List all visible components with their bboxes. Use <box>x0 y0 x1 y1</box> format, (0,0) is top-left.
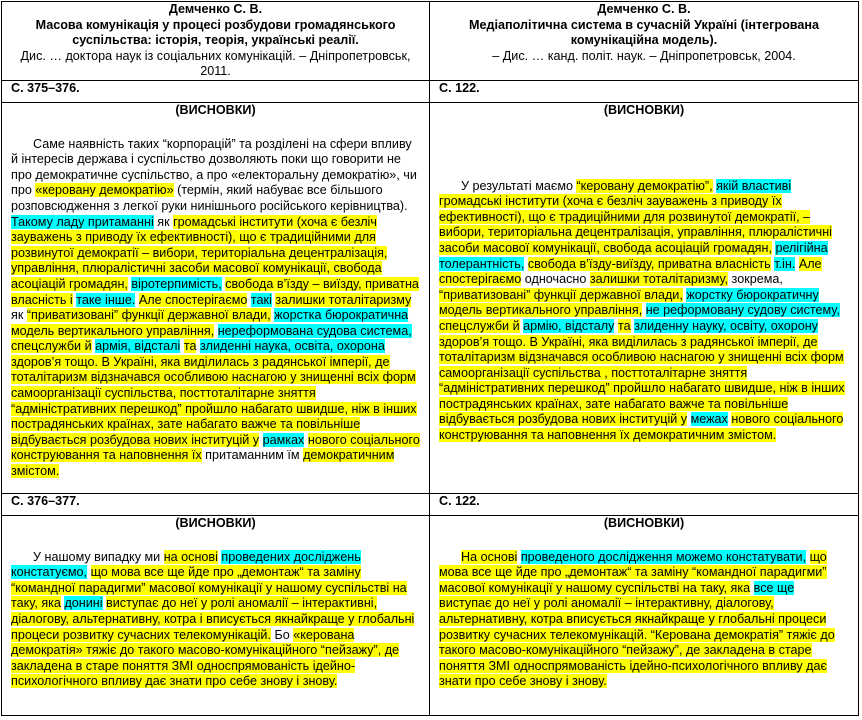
highlight-yellow: На основі <box>461 549 518 564</box>
highlight-cyan: межах <box>690 412 728 427</box>
highlight-yellow: що мова все ще йде про „демонтаж“ та заміну “командної парадигми” масової комунікації у нашому суспільстві на таку, яка <box>439 549 827 595</box>
text-run: Саме наявність таких “корпорацій” та розділені на сфери впливу й інтересів держава і суспільство дозволяють поки що говорити не про демократичне суспільство, а про «електоральну демократію», чи про <box>11 136 417 198</box>
highlight-cyan: злиденні наука, освіта, охорона <box>199 339 385 354</box>
left-paragraph-2 <box>11 550 420 690</box>
text-run: зокрема, <box>728 272 783 287</box>
highlight-cyan: проведених досліджень констатуємо, <box>11 549 361 580</box>
highlight-yellow: спецслужби й <box>11 339 92 354</box>
highlight-cyan: все ще <box>753 580 795 595</box>
section-heading: (ВИСНОВКИ) <box>175 102 256 117</box>
highlight-cyan: донині <box>64 596 103 611</box>
right-source-cell <box>430 2 859 81</box>
right-text-cell-2 <box>430 515 859 715</box>
highlight-yellow: та <box>617 318 631 333</box>
left-meta: Дис. … доктора наук із соціальних комунікацій. – Дніпропетровськ, 2011. <box>20 48 411 79</box>
text-run: У результаті маємо <box>461 178 577 193</box>
left-text-cell-1 <box>2 102 430 493</box>
text-run: як <box>11 308 27 323</box>
highlight-yellow: модель вертикального управління, <box>11 323 215 338</box>
left-paragraph-1 <box>11 137 420 480</box>
highlight-yellow: “приватизовані” функції державної влади, <box>439 287 683 302</box>
highlight-yellow: демократичним змістом. <box>11 448 395 479</box>
right-paragraph-1 <box>439 179 849 444</box>
highlight-cyan: рамках <box>262 432 305 447</box>
highlight-yellow: “приватизовані” функції державної влади, <box>26 308 271 323</box>
highlight-yellow: громадські інститути (хоча є безліч зауважень з приводу їх ефективності), що є традиційними для розвинутої демократії, – вибори, територіальна децентралізація, управління, плюралістичні засоби масової комунікації, свобода асоціацій громадян, <box>439 194 832 255</box>
left-author: Демченко С. В. <box>168 2 263 16</box>
text-run: як <box>153 214 174 229</box>
text-run: притаманним їм <box>201 448 304 463</box>
highlight-yellow: нового соціального конструювання та наповнення їх <box>11 432 420 463</box>
highlight-cyan: не реформовану судову систему, <box>645 303 840 318</box>
highlight-cyan: таке інше. <box>76 292 136 307</box>
comparison-table <box>1 1 859 716</box>
right-paragraph-2 <box>439 550 849 690</box>
text-row-1 <box>2 102 859 493</box>
left-page-ref-2: С. 376–377. <box>2 493 430 515</box>
highlight-yellow: Але спостерігаємо <box>439 256 822 287</box>
right-text-cell-1 <box>430 102 859 493</box>
highlight-cyan: жорстка бюрократична <box>274 308 409 323</box>
highlight-yellow: спецслужби й <box>439 318 520 333</box>
highlight-yellow: здоров’я тощо. В Україні, яка виділилась з радянської імперії, де тоталітаризм відзначався особливою наснагою у знищенні всіх форм самоорганізації суспільства , посттоталітарне зняття “адміністративних перешкод” пройшло набагато швидше, ніж в інших пострадянських країнах, зате набагато важче та повільніше відбувається розбудова нових інституцій у <box>439 334 845 427</box>
highlight-cyan: віротерпимість, <box>131 276 222 291</box>
highlight-cyan: армію, відсталу <box>523 318 615 333</box>
right-page-ref-2: С. 122. <box>430 493 859 515</box>
highlight-yellow: нового соціального конструювання та наповнення їх демократичним змістом. <box>439 412 844 443</box>
highlight-cyan: злиденну науку, освіту, охорону <box>634 318 818 333</box>
highlight-yellow: здоров’я тощо. В Україні, яка виділилась з радянської імперії, де тоталітаризм відзначався особливою наснагою у знищенні всіх форм самоорганізації суспільства, посттоталітарне зняття “адміністративних перешкод” пройшло набагато швидше, ніж в інших пострадянських країнах, зате набагато важче та повільніше відбувається розбудова нових інституцій у <box>11 354 417 447</box>
text-run: У нашому випадку ми <box>33 549 164 564</box>
highlight-yellow: Але спостерігаємо <box>138 292 248 307</box>
right-meta: – Дис. … канд. політ. наук. – Дніпропетровськ, 2004. <box>492 48 796 63</box>
highlight-yellow: залишки тоталітаризму <box>275 292 412 307</box>
header-row <box>2 2 859 81</box>
text-run: одночасно <box>521 272 590 287</box>
left-title: Масова комунікація у процесі розбудови громадянського суспільства: історія, теорія, українські реалії. <box>35 17 396 48</box>
right-page-ref-1: С. 122. <box>430 80 859 102</box>
highlight-yellow: «керована демократія» тяжіє до такого масово-комунікаційного “пейзажу”, де закладена в старе поняття ЗМІ односпрямованість ідейно-психологічного впливу дає знати про себе знову і знову. <box>11 627 400 689</box>
section-heading: (ВИСНОВКИ) <box>603 515 685 530</box>
highlight-yellow: на основі <box>163 549 218 564</box>
highlight-yellow: «керовану демократію» <box>35 183 174 198</box>
text-run: Бо <box>270 627 294 642</box>
highlight-yellow: свобода в’їзду-виїзду, приватна власність <box>527 256 771 271</box>
highlight-yellow: виступає до неї у ролі аномалії – інтерактивні, діалогову, альтернативну, котра і вписується якнайкраще у глобальні процеси розвитку сучасних телекомунікацій. <box>11 596 415 642</box>
text-row-2 <box>2 515 859 715</box>
highlight-cyan: т.ін. <box>774 256 796 271</box>
page-ref-row-1 <box>2 80 859 102</box>
highlight-yellow: виступає до неї у ролі аномалії – інтерактивну, діалогову, альтернативну, котра вписується якнайкраще у глобальні процеси розвитку сучасних телекомунікацій. “Керована демократія” тяжіє до такого масово-комунікаційного “пейзажу”, де закладена в старе поняття ЗМІ односпрямованість ідейно-психологічного впливу дає знати про себе знову і знову. <box>439 596 835 689</box>
text-run: (термін, який набуває все більшого розповсюдження з легкої руки нинішнього російського керівництва). <box>11 183 408 213</box>
highlight-yellow: модель вертикального управління, <box>439 303 643 318</box>
page-ref-row-2 <box>2 493 859 515</box>
section-heading: (ВИСНОВКИ) <box>175 515 256 530</box>
left-source-cell <box>2 2 430 81</box>
highlight-yellow: “керовану демократію”, <box>576 178 713 193</box>
highlight-cyan: Такому ладу притаманні <box>11 214 154 229</box>
left-text-cell-2 <box>2 515 430 715</box>
highlight-yellow: свобода в’їзду – виїзду, приватна власність і <box>11 276 419 307</box>
highlight-yellow: та <box>183 339 197 354</box>
highlight-cyan: якій властиві <box>716 178 792 193</box>
left-page-ref-1: С. 375–376. <box>2 80 430 102</box>
highlight-yellow: залишки тоталітаризму, <box>589 272 729 287</box>
right-title: Медіаполітична система в сучасній Україні (інтегрована комунікаційна модель). <box>469 17 819 48</box>
highlight-yellow: що мова все ще йде про „демонтаж“ та заміну “командної парадигми” масової комунікації у нашому суспільстві на таку, яка <box>11 565 407 611</box>
highlight-cyan: проведеного дослідження можемо констатувати, <box>520 549 807 564</box>
highlight-cyan: армія, відсталі <box>95 339 181 354</box>
right-author: Демченко С. В. <box>597 2 691 16</box>
highlight-cyan: жорстку бюрократичну <box>686 287 819 302</box>
highlight-cyan: такі <box>250 292 272 307</box>
highlight-cyan: релігійна толерантність, <box>439 240 828 271</box>
highlight-yellow: громадські інститути (хоча є безліч зауважень з приводу їх ефективності), що є традиційними для розвинутої демократії – вибори, територіальна децентралізація, управління, плюралістичні засоби масової комунікації, свобода асоціацій громадян, <box>11 214 388 291</box>
section-heading: (ВИСНОВКИ) <box>603 102 685 117</box>
highlight-cyan: нереформована судова система, <box>217 323 412 338</box>
